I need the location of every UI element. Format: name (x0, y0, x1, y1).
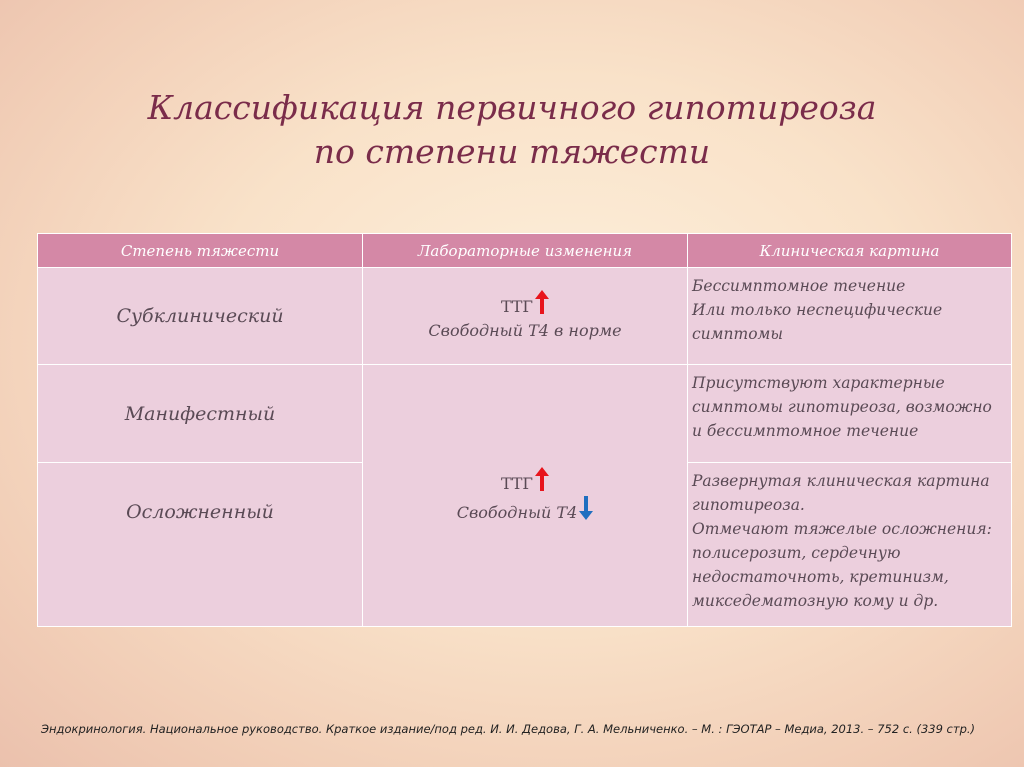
clinical-line: Присутствуют характерные (692, 374, 945, 392)
clinical-line: и бессимптомное течение (692, 422, 919, 440)
clinical-subclinical (688, 268, 1012, 365)
clinical-line: Развернутая клиническая картина (692, 472, 990, 490)
severity-manifest: Манифестный (38, 365, 363, 463)
clinical-line: недостаточноть, кретинизм, (692, 568, 949, 586)
header-lab-changes: Лабораторные изменения (363, 234, 688, 268)
lab-ttg-label: ТТГ (501, 473, 533, 493)
arrow-down-icon-shape (579, 496, 593, 520)
clinical-line: симптомы гипотиреоза, возможно (692, 398, 992, 416)
header-severity: Степень тяжести (38, 234, 363, 268)
header-clinical-picture: Клиническая картина (688, 234, 1012, 268)
arrow-down-icon (579, 496, 593, 520)
lab-t4-normal: Свободный Т4 в норме (428, 320, 622, 340)
classification-table (37, 233, 1012, 627)
table-row (38, 365, 1012, 463)
slide-title-line2: по степени тяжести (313, 132, 711, 171)
lab-manifest-complicated (363, 365, 688, 627)
clinical-line: полисерозит, сердечную (692, 544, 901, 562)
clinical-line: Бессимптомное течение (692, 277, 906, 295)
slide-title-line1: Классификация первичного гипотиреоза (147, 88, 877, 127)
arrow-up-icon (535, 467, 549, 491)
severity-complicated: Осложненный (38, 463, 363, 627)
clinical-manifest (688, 365, 1012, 463)
clinical-complicated (688, 463, 1012, 627)
table-header-row (38, 234, 1012, 268)
lab-ttg-label: ТТГ (501, 296, 533, 316)
lab-t4-label: Свободный Т4 (456, 502, 578, 522)
clinical-line: микседематозную кому и др. (692, 592, 939, 610)
table-row (38, 268, 1012, 365)
arrow-up-icon (535, 290, 549, 314)
source-citation: Эндокринология. Национальное руководство. Краткое издание/под ред. И. И. Дедова, Г. А. Мельниченко. – М. : ГЭОТАР – Медиа, 2013. – 752 с. (339 стр.) (41, 722, 976, 736)
clinical-line: Отмечают тяжелые осложнения: (692, 520, 992, 538)
clinical-line: симптомы (692, 325, 784, 343)
arrow-up-icon-shape (535, 467, 549, 491)
clinical-line: гипотиреоза. (692, 496, 805, 514)
clinical-line: Или только неспецифические (692, 301, 943, 319)
severity-subclinical: Субклинический (38, 268, 363, 365)
arrow-up-icon-shape (535, 290, 549, 314)
lab-subclinical (363, 268, 688, 365)
slide-title (0, 86, 1024, 174)
